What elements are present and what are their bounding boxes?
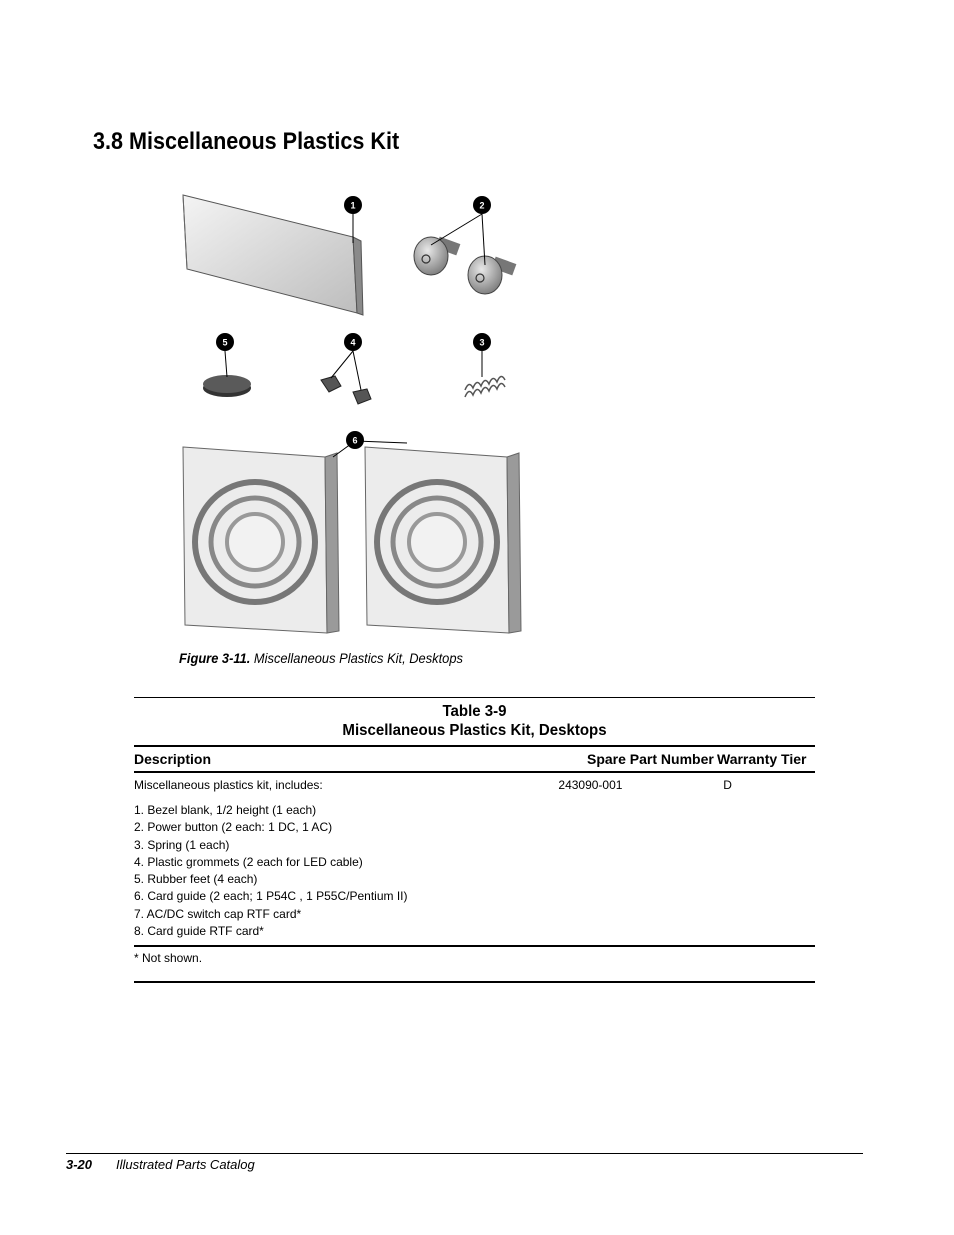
bezel-blank-part (183, 195, 363, 315)
callout-6 (346, 431, 364, 449)
figure-caption-text: Miscellaneous Plastics Kit, Desktops (250, 650, 463, 666)
parts-illustration (175, 185, 535, 645)
row-warranty-tier: D (723, 778, 732, 792)
list-item: 8. Card guide RTF card* (134, 924, 264, 939)
kit-items-list (134, 802, 815, 945)
power-button-part (414, 237, 516, 294)
header-spare-part-number: Spare Part Number (587, 751, 714, 767)
header-description: Description (134, 751, 212, 767)
footer-rule (66, 1153, 863, 1154)
table-row (134, 778, 815, 802)
list-item: 4. Plastic grommets (2 each for LED cable) (134, 854, 363, 869)
plastic-grommet-part (321, 376, 371, 404)
list-item: 7. AC/DC switch cap RTF card* (134, 906, 302, 921)
svg-text:4: 4 (350, 337, 356, 348)
table-number: Table 3-9 (442, 703, 507, 720)
svg-text:3: 3 (479, 337, 485, 348)
table-header-row (134, 747, 815, 771)
table-name: Miscellaneous Plastics Kit, Desktops (342, 722, 607, 739)
svg-text:5: 5 (222, 337, 228, 348)
svg-text:2: 2 (479, 200, 485, 211)
parts-table (134, 697, 815, 983)
table-title (154, 698, 794, 745)
card-guide-part-right (365, 447, 521, 633)
figure-caption-label: Figure 3-11. (179, 650, 251, 666)
callout-4 (344, 333, 362, 351)
list-item: 1. Bezel blank, 1/2 height (1 each) (134, 803, 317, 817)
figure-caption (179, 650, 463, 666)
card-guide-part-left (183, 447, 339, 633)
list-item: 2. Power button (2 each: 1 DC, 1 AC) (134, 820, 333, 835)
callout-1 (344, 196, 362, 214)
svg-text:6: 6 (352, 435, 358, 446)
svg-text:1: 1 (350, 200, 356, 211)
header-warranty-tier: Warranty Tier (717, 751, 807, 767)
list-item: 5. Rubber feet (4 each) (134, 872, 258, 887)
callout-3 (473, 333, 491, 351)
section-title: 3.8 Miscellaneous Plastics Kit (93, 128, 400, 155)
book-title: Illustrated Parts Catalog (116, 1157, 255, 1172)
callout-5 (216, 333, 234, 351)
rubber-foot-part (203, 375, 251, 397)
spring-part (465, 376, 505, 397)
table-footnote: * Not shown. (134, 951, 203, 966)
list-item: 3. Spring (1 each) (134, 837, 230, 852)
page-number: 3-20 (66, 1157, 93, 1172)
row-description: Miscellaneous plastics kit, includes: (134, 778, 323, 792)
row-spare-part-number: 243090-001 (558, 778, 623, 792)
list-item: 6. Card guide (2 each; 1 P54C , 1 P55C/Pentium II) (134, 889, 408, 904)
page-footer (66, 1157, 255, 1172)
callout-2 (473, 196, 491, 214)
